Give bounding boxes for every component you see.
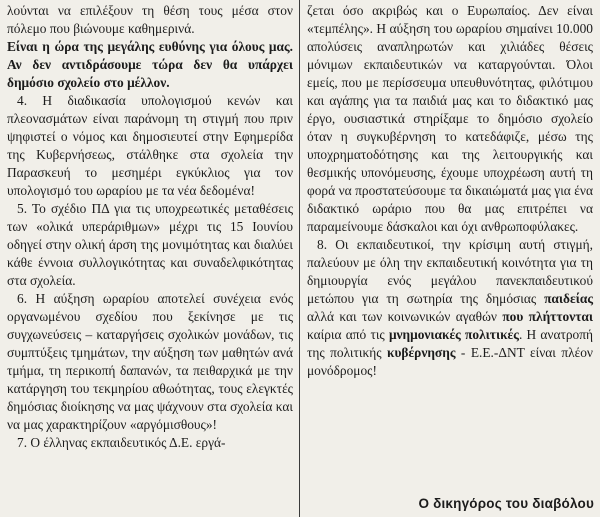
point-8-text-a: 8. Οι εκπαιδευτικοί, την κρίσιμη αυτή στιγμή, παλεύουν με όλη την εκπαιδευτική κοινότητα για τη δημιουργία ενός μεγάλου πανεκπαιδευτικού μετώπου για τη σωτηρία της δημόσιας (307, 237, 593, 306)
intro-paragraph: λούνται να επιλέξουν τη θέση τους μέσα στον πόλεμο που βιώνουμε καθημερινά. (7, 3, 293, 36)
point-8-text-b: αλλά και των κοινωνικών αγαθών (307, 309, 497, 324)
point-8-bold-4: κυβέρνησης (387, 345, 456, 360)
author-signature: Ο δικηγόρος του διαβόλου (418, 496, 594, 511)
point-5-paragraph: 5. Το σχέδιο ΠΔ για τις υποχρεωτικές μεταθέσεις των «ολικά υπεράριθμων» μέχρι τις 15 Ιουνίου οδηγεί στην ολική άρση της μονιμότητας και διαλύει κάθε έννοια συλλογικότητας και συναδελφικότητας στα σχολεία. (7, 201, 293, 288)
point-7-paragraph-start: 7. Ο έλληνας εκπαιδευτικός Δ.Ε. εργά- (17, 435, 226, 450)
point-8-paragraph (307, 236, 593, 380)
point-8-bold-3: μνημονιακές πολιτικές (388, 327, 519, 342)
point-8-bold-2: που πλήττονται (502, 309, 593, 324)
point-6-paragraph: 6. Η αύξηση ωραρίου αποτελεί συνέχεια ενός οργανωμένου σχεδίου που ξεκίνησε με τις συγχωνεύσεις – καταργήσεις σχολικών μονάδων, τις συμπτύξεις τμημάτων, την αύξηση των μαθητών ανά τμήμα, τη περικοπή δαπανών, τα πειθαρχικά με την κατάργηση του τεκμηρίου αθωότητας, τους ελεγκτές δημόσιας διοίκησης να μας ψάχνουν στα σχολεία και να μας χαρακτηρίζουν «αργόμισθους»! (7, 291, 293, 432)
point-7-paragraph-continued: ζεται όσο ακριβώς και ο Ευρωπαίος. Δεν είναι «τεμπέλης». Η αύξηση του ωραρίου σημαίνει 10.000 απολύσεις αναπληρωτών και χιλιάδες θέσεις μόνιμων εκπαιδευτικών να καταργούνται. Όλοι εμείς, που με περίσσευμα υπευθυνότητας, φιλότιμου και αγάπης για τα παιδιά μας και το διδακτικό μας έργο, ουσιαστικά στηρίξαμε το δημόσιο σχολείο όταν η συγκυβέρνηση το κατεδάφιζε, μέσω της υποχρηματοδότησης και της λειτουργικής και θεσμικής υπονόμευσης, έχουμε υποχρέωση αυτή τη φορά να προστατεύσουμε τα δικαιώματά μας για ένα διδακτικό ωράριο που θα μας επιτρέπει να παραμείνουμε δάσκαλοι και όχι ανθρωποφύλακες. (307, 3, 593, 234)
point-8-text-d: . Η ανατροπή της πολιτικής (307, 327, 593, 360)
call-to-action-paragraph: Είναι η ώρα της μεγάλης ευθύνης για όλους μας. Αν δεν αντιδράσουμε τώρα δεν θα υπάρχει δημόσιο σχολείο στο μέλλον. (7, 39, 293, 90)
point-4-paragraph: 4. Η διαδικασία υπολογισμού κενών και πλεονασμάτων είναι παράνομη τη στιγμή που πριν ψηφιστεί ο νόμος και δημοσιευτεί στην Εφημερίδα της Κυβερνήσεως, στάλθηκε στα σχολεία την Παρασκευή το μεσημέρι εγκύκλιος για τον υπολογισμό του ωραρίου με τα νέα δεδομένα! (7, 93, 293, 198)
left-column (7, 2, 293, 452)
point-8-text-c: καίρια από τις (307, 327, 385, 342)
point-8-bold-1: παιδείας (544, 291, 593, 306)
column-divider (299, 0, 300, 517)
point-8-text-e: - Ε.Ε.-ΔΝΤ είναι πλέον μονόδρομος! (307, 345, 593, 378)
right-column (307, 2, 593, 380)
